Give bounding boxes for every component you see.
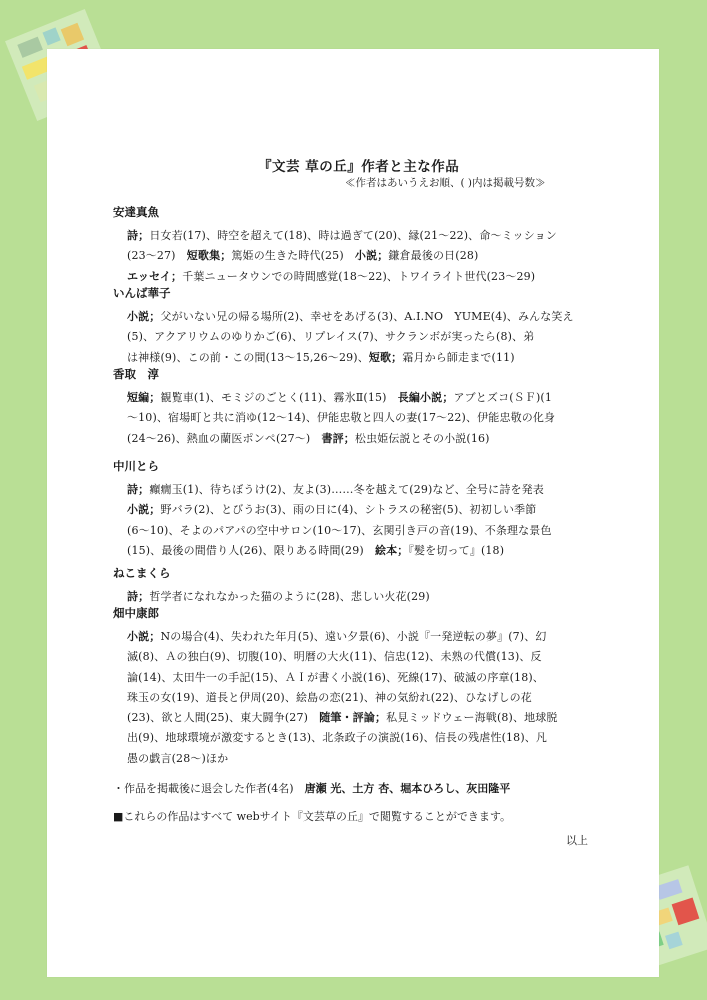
works-line: [127, 246, 605, 266]
works-text: 松虫姫伝説とその小説(16): [354, 431, 490, 445]
genre-label: 短編；: [127, 391, 161, 404]
works-line: [127, 226, 605, 246]
retired-prefix: ・作品を掲載後に退会した作者(4名): [113, 782, 305, 795]
genre-label: 小説；: [127, 503, 161, 517]
genre-label: 詩；: [127, 483, 150, 496]
author-works: [127, 388, 605, 449]
works-text: (15)、最後の間借り人(26)、限りある時間(29): [127, 543, 375, 557]
genre-label: 小説；: [354, 249, 389, 263]
works-line: [127, 688, 605, 708]
works-line: [127, 728, 605, 748]
works-line: [127, 267, 605, 287]
author-name: ねこまくら: [113, 566, 171, 580]
works-text: Nの場合(4)、失われた年月(5)、遠い夕景(6)、小説『一発逆転の夢』(7)、幻: [160, 630, 547, 643]
works-text: (5)、アクアリウムのゆりかご(6)、リプレイス(7)、サクランボが実ったら(8)、弟: [127, 330, 535, 344]
works-text: 癲癇玉(1)、待ちぼうけ(2)、友よ(3)……冬を越えて(29)など、全号に詩を発表: [149, 483, 544, 496]
genre-label: エッセイ；: [127, 269, 183, 283]
works-line: [127, 647, 605, 667]
works-text: (24〜26)、熱血の蘭医ポンペ(27〜): [127, 431, 322, 445]
works-line: [127, 327, 605, 347]
genre-label: 絵本；: [374, 543, 409, 557]
works-text: (6〜10)、そよのパアパの空中サロン(10〜17)、玄関引き戸の音(19)、不条理な景色: [127, 523, 552, 537]
retired-names: 唐瀬 光、土方 杏、堀本ひろし、灰田隆平: [304, 782, 511, 795]
page-title: 『文芸 草の丘』作者と主な作品: [258, 159, 460, 175]
works-text: 〜10)、宿場町と共に消ゆ(12〜14)、伊能忠敬と四人の妻(17〜22)、伊能忠敬の化身: [127, 411, 556, 425]
works-line: [127, 408, 605, 428]
page-subtitle: ≪作者はあいうえお順、( )内は掲載号数≫: [345, 177, 546, 189]
works-text: (23)、欲と人間(25)、東大闘争(27): [127, 711, 320, 725]
works-line: [127, 500, 605, 520]
genre-label: 小説；: [127, 630, 161, 643]
genre-label: 詩；: [127, 229, 150, 242]
works-line: [127, 388, 605, 408]
works-text: 篤姫の生きた時代(25): [231, 249, 355, 263]
works-line: [127, 627, 605, 647]
works-text: 鎌倉最後の日(28): [388, 249, 479, 263]
works-text: 滅(8)、Ａの独白(9)、切腹(10)、明暦の大火(11)、信忠(12)、未熟の代償(13)、反: [127, 650, 542, 664]
works-text: 霜月から師走まで(11): [402, 350, 515, 364]
works-text: (23〜27): [127, 249, 187, 263]
genre-label: 随筆・評論；: [319, 711, 387, 725]
works-line: [127, 668, 605, 688]
works-text: 私見ミッドウェー海戦(8)、地球脱: [386, 711, 558, 725]
author-works: [127, 307, 605, 368]
author-works: [127, 587, 605, 607]
genre-label: 短歌；: [368, 350, 403, 364]
works-line: [127, 541, 605, 561]
works-line: [127, 348, 605, 368]
works-text: 愚の戯言(28〜)ほか: [127, 751, 229, 765]
works-text: アブとズコ(ＳＦ)(1: [453, 391, 553, 404]
works-text: 観覧車(1)、モミジのごとく(11)、霧氷Ⅱ(15): [160, 391, 398, 404]
works-text: 千葉ニュータウンでの時間感覚(18〜22)、トワイライト世代(23〜29): [182, 269, 536, 283]
end-mark: 以上: [566, 834, 588, 847]
works-line: [127, 749, 605, 769]
genre-label: 長編小説；: [397, 391, 454, 404]
author-name: 安達真魚: [113, 205, 159, 219]
works-text: 野バラ(2)、とびうお(3)、雨の日に(4)、シトラスの秘密(5)、初初しい季節: [160, 503, 537, 517]
works-text: 珠玉の女(19)、道長と伊周(20)、絵島の恋(21)、神の気紛れ(22)、ひなげしの花: [127, 690, 532, 704]
works-text: は神様(9)、この前・この間(13〜15,26〜29)、: [127, 350, 369, 364]
author-works: [127, 226, 605, 287]
works-line: [127, 708, 605, 728]
works-line: [127, 307, 605, 327]
works-line: [127, 429, 605, 449]
works-line: [127, 587, 605, 607]
works-text: 『髪を切って』(18): [408, 543, 505, 557]
works-text: 日女若(17)、時空を超えて(18)、時は過ぎて(20)、縁(21〜22)、命〜ミッション: [149, 229, 557, 242]
genre-label: 小説；: [127, 310, 161, 323]
author-name: 香取 淳: [113, 367, 159, 381]
genre-label: 詩；: [127, 590, 150, 603]
author-works: [127, 480, 605, 561]
works-line: [127, 480, 605, 500]
author-works: [127, 627, 605, 769]
genre-label: 書評；: [321, 431, 355, 445]
works-text: 出(9)、地球環境が激変するとき(13)、北条政子の演説(16)、信長の残虐性(18)、凡: [127, 731, 548, 745]
works-text: 哲学者になれなかった猫のように(28)、悲しい火花(29): [149, 590, 430, 603]
works-line: [127, 521, 605, 541]
works-text: 論(14)、太田牛一の手記(15)、ＡＩが書く小説(16)、死線(17)、破滅の序章(18)、: [127, 670, 544, 684]
retired-authors: [113, 780, 510, 796]
author-name: 中川とら: [113, 459, 159, 473]
author-name: 畑中康郎: [113, 606, 159, 620]
author-name: いんば華子: [113, 286, 171, 300]
website-notice: ■これらの作品はすべて webサイト『文芸草の丘』で閲覧することができます。: [113, 810, 511, 823]
genre-label: 短歌集；: [186, 249, 232, 263]
works-text: 父がいない兄の帰る場所(2)、幸せをあげる(3)、A.I.NO YUME(4)、みんな笑え: [160, 310, 574, 323]
